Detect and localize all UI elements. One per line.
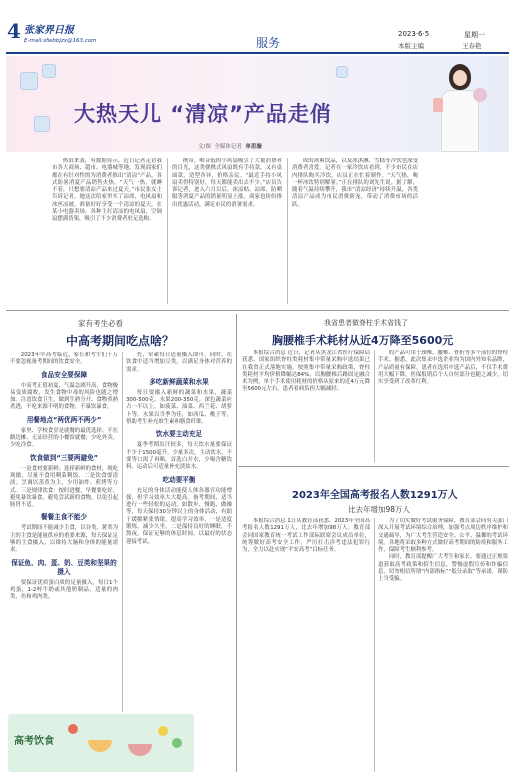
- feature-column-2: 携带，唯音低的小风扇吸引了大量消费者的目光，这类便携式风扇既有手持款，又有桌面款，造型各异，价格亲民。“最近手持小风扇卖得特别好，每天都能卖出去不少。”店员告诉记者，进入六月以后，冰凉贴、凉席、防晒服等消夏产品的销量明显上涨，商家也纷纷推出优惠活动，满足市民的消暑需求。: [172, 158, 282, 208]
- left-article-column-2: 充，荤素每日适量摄入即可。同时，在饮食中适当增加豆类，以满足身体对营养的需求。 多吃新鲜蔬菜和水果 每日要摄入新鲜的蔬菜和水果，蔬菜300-500克，水果200-350克。深色蔬菜应占一半以上，如菠菜、油菜、西兰花、胡萝卜等。水果以当季为佳，如西瓜、桃子等，帮助考生补充维生素和膳食纤维。 饮水要主动充足 夏季考期出汗较多，每天饮水量要保证不少于1500毫升。少量多次，主动饮水，不要等口渴了再喝。首选白开水，少喝含糖饮料。运动后可适量补充淡盐水。 吃动要平衡 充足的身体活动能使人体各器官功能增强，但学习效率大大提高。备考期间，适当进行一些轻松的运动，如散步、慢跑、做操等，每天保持30分钟以上的身体活动，有助于缓解紧张情绪，提高学习效率。一是适度锻炼，减少久坐。二是保持良好的睡眠，不熬夜，保证足够的休息时间，以最好的状态迎接考试。: [126, 352, 232, 545]
- subhead-protein: 保证鱼、肉、蛋、奶、豆类和坚果的摄入: [11, 558, 117, 576]
- feature-title: 大热天儿 “清凉”产品走俏: [74, 102, 332, 126]
- section-divider: [6, 310, 509, 311]
- left-headline: 中高考期间吃点啥？: [66, 334, 175, 348]
- left-kicker: 家有考生必看: [78, 319, 123, 328]
- right-bottom-column-1: 本报综合消息 1日从教育部获悉，2023年全国高考报名人数1291万人，比去年增加98万人。教育部会同国家教育统一考试工作部际联席会议成员单位，统筹做好高考安全工作，严厉打击涉考违法犯罪行为，全力以赴实现“平安高考”目标任务。: [242, 518, 370, 554]
- column-divider: [167, 158, 168, 304]
- right-top-column-1: 本报综合消息 近日，记者从黑龙江省医疗保障局获悉，国家组织脊柱类耗材集中带量采购中选结果已在我省正式落地实施。按照集中带量采购政策，脊柱类耗材平均价格降幅达84%。以胸腰椎后路固定融合术为例，单个手术使用耗材的价格从原来的近4万元降至5600元左右，患者看病负担大幅减轻。: [242, 350, 370, 393]
- subhead-balance: 吃动要平衡: [162, 475, 196, 484]
- feature-banner: [6, 56, 509, 152]
- feature-column-1: 热浪来袭，有数据显示，近日记者走访我市各大商场、超市、电器城等地，发现商家们都在有针对性的为消费者推出“清凉”产品，各式防暑消夏产品销售火热。“天气一热，就睡不着，只想要清凉产品来过夏天。”市民张女士告诉记者，她这次给家里买了凉席、电风扇和冰丝凉被，准备好好享受一个清凉的夏天。在某小电器卖场，各种主打清凉的电风扇、空调扇摆满货架，吸引了不少消费者驻足选购。: [52, 158, 162, 223]
- left-article-column-1: 2023年中高考临近，家长和考生们千万不要忽视备考期间的饮食安全。 食品安全要保障 中高考正值初夏，气温急剧升高，食物极易变质腐败，发生食物中毒的风险也随之增加。注意饮食卫生，做到生熟分开、食物煮熟煮透，不吃来源不明的食物，不暴饮暴食。 用餐地点“两优两不两少” 家里、学校食堂是就餐的最优选择；不在路边摊、无证经营的小餐馆就餐；少吃外卖，少吃冷食。 饮食做到“三要两避免” 一是食材要新鲜；选择新鲜的食材，现吃现做，尽量不食用剩菜剩饭。二是饮食要清淡；烹调以蒸煮为主，少用油炸、煎烤等方式。三是规律饮食：按时进餐，早餐要吃好。避免暴饮暴食，避免尝试新的食物，以免引起肠胃不适。 餐餐主食不能少 考试期间不能减少主食，以谷类、薯类为主的主食是能量供应的重要来源，每天保证足够的主食摄入，以维持大脑和身体的能量需求。 保证鱼、肉、蛋、奶、豆类和坚果的摄入 要保证优质蛋白质的足量摄入，每日1个鸡蛋，1-2杯牛奶或其他奶制品，适量的肉类、鱼和鸡肉类。: [10, 352, 118, 601]
- ice-cube-icon: [34, 116, 50, 132]
- column-divider: [374, 350, 375, 462]
- feature-column-3: 成的冰爽饮品，以及冰淇淋、雪糕等冷饮也深受消费者喜爱。记者在一家冷饮店看到，不少市民在店内排队购买冷饮，店员正在忙着制作。“天气热，喝一杯冰饮特别解暑。”正在排队的刘先生说。据了解，随着气温持续攀升，我市“清凉经济”持续升温，各类清凉产品成为市民消费新宠，带动了消费市场的活跃。: [292, 158, 418, 208]
- right-kicker: 我省患者做脊柱手术省钱了: [324, 319, 408, 327]
- section-divider: [238, 466, 509, 467]
- subhead-vegetables: 多吃新鲜蔬菜和水果: [149, 377, 209, 386]
- editor-label: 本版主编: [398, 42, 424, 50]
- right-bottom-column-2: 为了切实做好考试服务保障，教育部会同有关部门深入开展考试环境综合治理，加强考点周边秩序维护和交通疏导，为广大考生营造安全、公平、温馨的考试环境。各地将采取多种方式做好高考期间的防疫和服务工作，保障考生顺利参考。 同时，教育部提醒广大考生和家长，要通过正规渠道获取高考政策和招生信息，警惕虚假宣传和诈骗信息，切勿相信所谓“内部指标”“低分录取”等承诺，谨防上当受骗。: [378, 518, 508, 583]
- masthead-email: E-mail:sfwbbjzx@163.com: [24, 38, 97, 44]
- page-number: 4: [7, 19, 21, 43]
- subhead-staple-food: 餐餐主食不能少: [40, 513, 88, 522]
- column-divider: [122, 352, 123, 712]
- issue-date: 2023·6·5: [398, 30, 430, 38]
- girl-photo-icon: [427, 60, 495, 152]
- masthead: [6, 8, 509, 52]
- issue-weekday: 星期一: [464, 31, 485, 39]
- ice-cube-icon: [20, 72, 38, 90]
- gaokao-subhead: 比去年增加98万人: [348, 505, 411, 514]
- right-top-column-2: 的产品可用于颈椎、腰椎、骨折等多个部位的脊柱手术。据悉，此次集采中选企业均为国内外知名品牌，产品质量有保障。患者在选用中选产品后，不仅手术费用大幅下降，医保报销后个人自付部分也随之减少，切实享受到了改革红利。: [378, 350, 508, 386]
- column-divider: [287, 158, 288, 304]
- cartoon-food-illustration: [8, 714, 194, 772]
- ice-cube-icon: [336, 66, 348, 78]
- section-title: 服务: [256, 36, 281, 50]
- masthead-rule: [6, 52, 509, 54]
- gaokao-headline: 2023年全国高考报名人数1291万人: [292, 490, 458, 501]
- subhead-food-safety: 食品安全要保障: [40, 370, 88, 379]
- subhead-dining-place: 用餐地点“两优两不两少”: [26, 415, 102, 424]
- subhead-three-musts: 饮食做到“三要两避免”: [29, 453, 98, 462]
- right-headline: 胸腰椎手术耗材从近4万降至5600元: [272, 334, 454, 347]
- ice-cube-icon: [42, 64, 56, 78]
- cartoon-caption: 高考饮食: [14, 736, 54, 747]
- editor-name: 王春艳: [462, 42, 482, 50]
- page-divider: [236, 314, 237, 772]
- feature-byline: 文/图 全媒体记者 单思璇: [198, 144, 262, 150]
- column-divider: [374, 518, 375, 772]
- subhead-water: 饮水要主动充足: [155, 430, 203, 439]
- newspaper-page: [6, 8, 509, 772]
- newspaper-logo: 张家界日报: [24, 25, 74, 36]
